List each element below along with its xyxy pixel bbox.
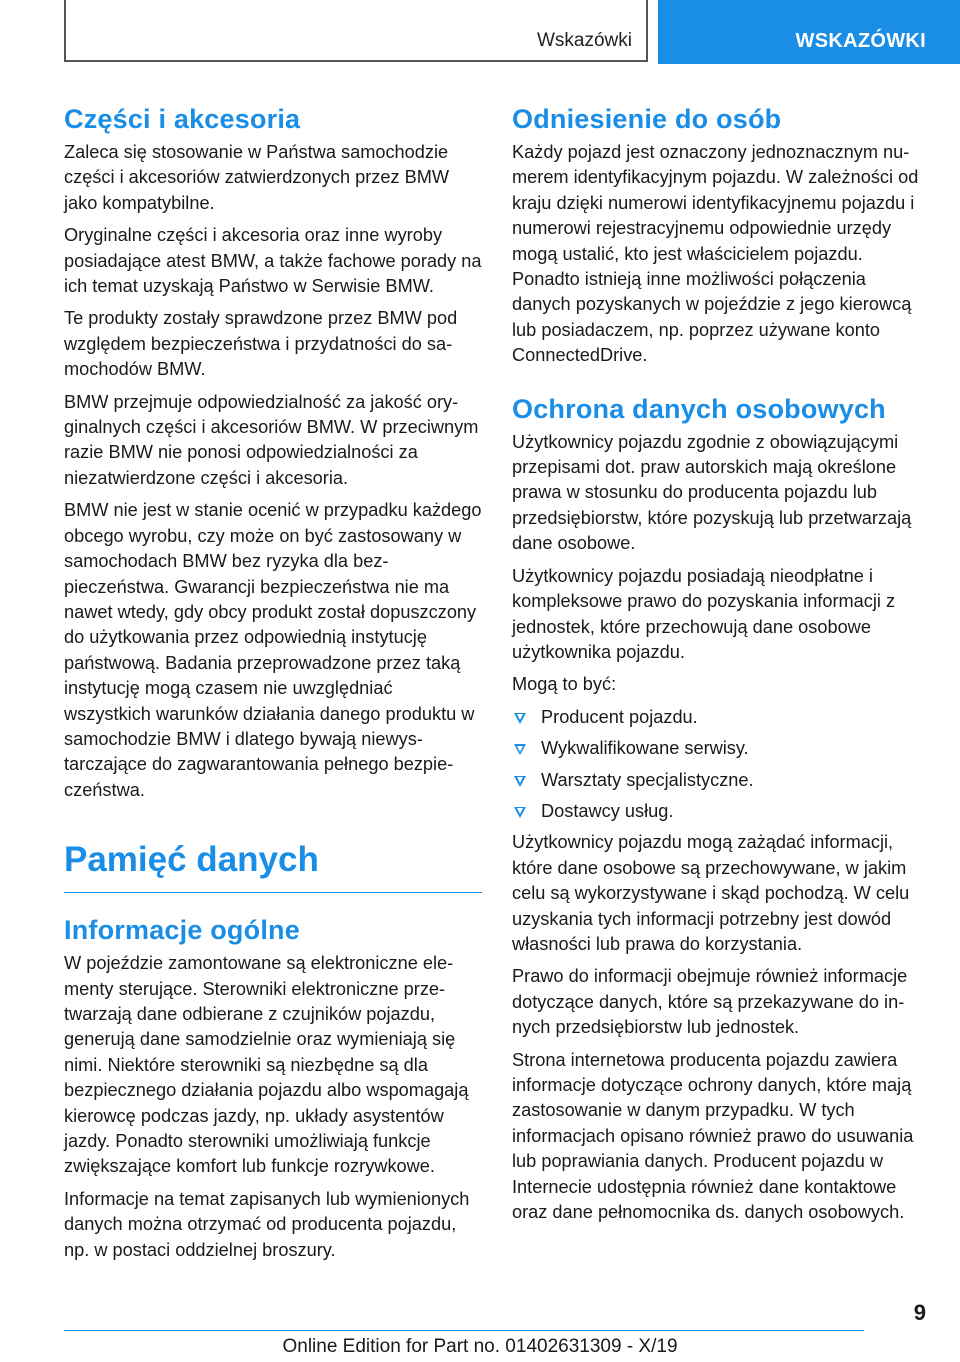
parts-heading: Części i akcesoria [64, 104, 301, 134]
header-section-box [64, 0, 648, 62]
footer-divider [64, 1330, 864, 1331]
parts-paragraph: Zaleca się stosowanie w Państwa samochodzie części i akcesoriów zatwierdzonych przez BMW jako kompatybilne. [64, 142, 450, 213]
privacy-paragraph: Strona internetowa producenta pojazdu zawiera informacje dotyczące ochrony danych, które mają zastosowanie w danym przypadku. W tych informacjach opisano również prawo do usuwania lub poprawiania danych. Producent pojazdu w Internecie udostępnia również dane kontaktowe oraz dane pełnomocnika ds. danych osobowych. [512, 1049, 914, 1223]
page-number: 9 [913, 1300, 926, 1325]
general-paragraph: Informacje na temat zapisanych lub wymienionych danych można otrzymać od producenta pojazdu, np. w postaci oddzielnej broszury. [64, 1188, 470, 1260]
right-column [512, 102, 928, 1232]
list-item [512, 736, 928, 761]
persons-heading: Odniesienie do osób [512, 104, 782, 134]
triangle-bullet-icon [514, 807, 526, 818]
header-section-label: Wskazówki [536, 30, 632, 51]
list-item-text: Wykwalifikowane serwisy. [541, 738, 749, 759]
triangle-bullet-icon [514, 744, 526, 755]
privacy-paragraph: Prawo do informacji obejmuje również informacje dotyczące danych, które są przekazywane do innych przedsiębiorstw lub jednostek. [512, 966, 908, 1038]
parts-paragraph: BMW przejmuje odpowiedzialność za jakość oryginalnych części i akcesoriów BMW. W przeciwnym razie BMW nie ponosi odpowiedzialności za niezatwierdzone części i akcesoria. [64, 391, 479, 488]
privacy-paragraph: Użytkownicy pojazdu zgodnie z obowiązującymi przepisami dot. praw autorskich mają określone prawa w stosunku do producenta pojazdu lub przedsiębiorstw, które pozyskują lub przetwarzają dane osobowe. [512, 431, 912, 554]
parts-paragraph: BMW nie jest w stanie ocenić w przypadku każdego obcego wyrobu, czy może on być zastosowany w samochodach BMW bez ryzyka dla bezpieczeństwa. Gwarancji bezpieczeństwa nie ma nawet wtedy, gdy obcy produkt został dopuszczony do użytkowania przez odpowiednią instytucję państwową. Badania przeprowadzone przez taką instytucję mogą czasem nie uwzględniać wszystkich warunków działania danego produktu w samochodzie BMW i dlatego bywają niewystarczające do zagwarantowania pełnego bezpieczeństwa. [64, 500, 482, 800]
persons-paragraph: Każdy pojazd jest oznaczony jednoznacznym numerem identyfikacyjnym pojazdu. W zależności od kraju dzięki numerowi identyfikacyjnemu pojazdu i numerowi rejestracyjnemu odpowiednie urzędy mogą ustalić, kto jest właścicielem pojazdu. Ponadto istnieją inne możliwości połączenia danych pozyskanych w pojeździe z jego kierowcą lub posiadaczem, np. poprzez używane konto ConnectedDrive. [512, 142, 919, 366]
parts-paragraph: Te produkty zostały sprawdzone przez BMW pod względem bezpieczeństwa i przydatności do samochodów BMW. [64, 308, 458, 380]
privacy-heading: Ochrona danych osobowych [512, 393, 886, 424]
list-item-text: Dostawcy usług. [541, 800, 674, 821]
triangle-bullet-icon [514, 776, 526, 787]
header-chapter-tab: WSKAZÓWKI [658, 0, 960, 64]
recipients-list [512, 705, 928, 825]
left-column [64, 102, 482, 1270]
list-item-text: Warsztaty specjalistyczne. [541, 769, 754, 790]
list-item [512, 705, 928, 730]
privacy-paragraph: Użytkownicy pojazdu posiadają nieodpłatne i kompleksowe prawo do pozyskania informacji z jednostek, które przechowują dane osobowe użytkownika pojazdu. [512, 565, 896, 662]
list-item [512, 799, 928, 824]
triangle-bullet-icon [514, 713, 526, 724]
general-heading: Informacje ogólne [64, 915, 300, 946]
footer-edition-text: Online Edition for Part no. 01402631309 - X/19 [282, 1336, 678, 1357]
list-item [512, 768, 928, 793]
memory-heading: Pamięć danych [64, 838, 482, 893]
general-paragraph: W pojeździe zamontowane są elektroniczne elementy sterujące. Sterowniki elektroniczne przetwarzają dane odbierane z czujników pojazdu, generują dane samodzielnie oraz wymieniają się nimi. Niektóre sterowniki są niezbędne są dla bezpiecznego działania pojazdu albo wspomagają kierowcę podczas jazdy, np. układy asystentów jazdy. Ponadto sterowniki umożliwiają funkcje zwiększające komfort lub funkcje rozrywkowe. [64, 953, 469, 1177]
privacy-paragraph: Użytkownicy pojazdu mogą zażądać informacji, które dane osobowe są przechowywane, w jakim celu są wykorzystywane i skąd pochodzą. W celu uzyskania tych informacji potrzebny jest dowód własności lub prawa do korzystania. [512, 832, 910, 954]
parts-paragraph: Oryginalne części i akcesoria oraz inne wyroby posiadające atest BMW, a także fachowe porady na ich temat uzyskają Państwo w Serwisie BMW. [64, 225, 482, 297]
page-header [0, 0, 960, 66]
list-item-text: Producent pojazdu. [541, 706, 698, 727]
privacy-paragraph: Mogą to być: [512, 674, 617, 695]
